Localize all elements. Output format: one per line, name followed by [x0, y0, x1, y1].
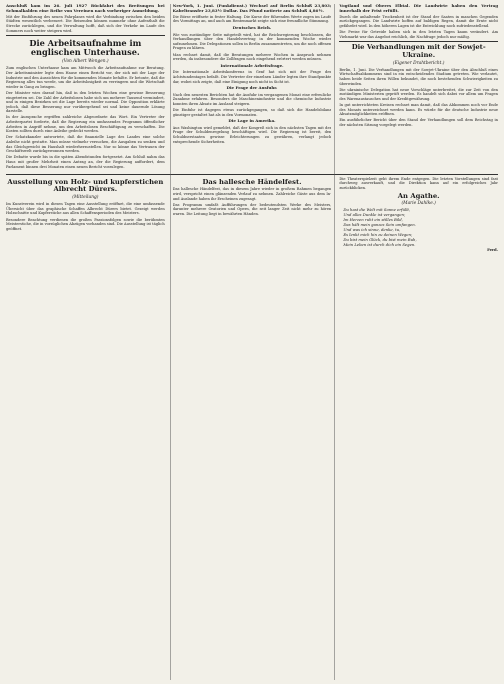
column-2: [173, 4, 332, 171]
poem-line: Und alles Dunkle ist vergangen;: [343, 212, 406, 218]
upper-section: [6, 4, 498, 171]
poem-author: (Marie Dahlke.): [401, 201, 436, 207]
divider: [6, 35, 165, 36]
body-text: Aus Washington wird gemeldet, daß der Kongreß sich in den nächsten Tagen mit der Frage der Schuldenregelung beschäftigen wird. Die Regierung ist bereit, den Schuldnerstaaten gewisse Erleichterungen zu gewähren, verlangt jedoch entsprechende Sicherheiten.: [172, 125, 332, 144]
poem-line: Es lenkt mich hin zu deinen Wegen;: [343, 231, 413, 237]
divider: [339, 41, 498, 42]
top-notice: Anschluß kam im 26. Juli 1927 Rückfahrt des Breitungen bei Schmalkalden eine Reihe von Vereinen nach vorheriger Anmeldung.: [6, 4, 165, 13]
body-text: Der Minister wies darauf hin, daß in den letzten Wochen eine gewisse Besserung eingetreten sei. Die Zahl der Arbeitslosen habe sich um mehrere Tausend vermindert, und in einigen Bezirken sei die Lage bereits wieder normal. Die Opposition erklärte jedoch, daß diese Besserung nur vorübergehend sei und keine dauernde Lösung darstelle.: [6, 90, 165, 114]
body-text: Mit der Einführung des neuen Fahrplanes wird die Verbindung zwischen den beiden Städten wesentlich verbessert. Die Reisenden können nunmehr ohne Aufenthalt die Strecke zurücklegen, und die Verwaltung hofft, daß sich der Verkehr im Laufe des Sommers noch weiter steigern wird.: [6, 14, 165, 33]
column-2-lower: [173, 177, 332, 252]
body-text: Die Börse eröffnete in fester Haltung. Die Kurse der führenden Werte zogen im Laufe des Vormittags an, und auch am Rentenmarkt zeigte sich eine freundliche Stimmung.: [172, 14, 332, 24]
section-heading: Die Frage der Ausfuhr.: [226, 85, 278, 91]
poem-line: Du hast die Welt mit Sonne erfüllt,: [343, 207, 411, 213]
body-text: Im Kunstverein wird in diesen Tagen eine Ausstellung eröffnet, die eine umfassende Übersicht über das graphische Schaffen Albrecht Dürers bietet. Gezeigt werden Holzschnitte und Kupferstiche aus allen Schaffensperioden des Meisters.: [6, 202, 165, 216]
body-text: In der Aussprache ergriffen zahlreiche Abgeordnete das Wort. Ein Vertreter der Arbeiterpartei forderte, daß die Regierung ein umfassendes Programm öffentlicher Arbeiten in Angriff nehme, um den Arbeitslosen Beschäftigung zu verschaffen. Die Kosten sollten durch eine Anleihe gedeckt werden.: [6, 115, 165, 134]
body-text: Berlin, 1. Juni. Die Verhandlungen mit der Sowjet-Ukraine über den Abschluß eines Wirtschaftsabkommens sind in ein entscheidendes Stadium getreten. Wie verlautet, haben beide Seiten ihren Willen bekundet, die noch bestehenden Schwierigkeiten zu überwinden.: [339, 67, 498, 86]
body-text: Die Internationale Arbeitskonferenz in Genf hat sich mit der Frage des Achtstundentages befaßt. Die Vertreter der einzelnen Länder legten ihre Standpunkte dar, wobei sich zeigte, daß eine Einigung noch nicht in Sicht ist.: [172, 70, 332, 84]
poem-line: Das hält mein ganzes Sein umfangen.: [343, 222, 416, 228]
poem-line: Im Herzen ruht ein stilles Bild,: [343, 217, 403, 223]
body-text: Die Einfuhr ist dagegen etwas zurückgegangen, so daß sich die Handelsbilanz günstiger gestaltet hat als in den Vormonaten.: [172, 108, 332, 117]
column-rule: [170, 4, 171, 680]
poem-line: Du bist mein Glück, du bist mein Ruh,: [343, 236, 417, 242]
section-heading: Die Lage in Amerika.: [228, 118, 276, 124]
section-heading: Internationale Arbeitsfrage.: [220, 62, 284, 68]
article-title: Die Arbeitsaufnahme im englischen Unterhause.: [29, 38, 142, 58]
poem-line: Mein Leben ist durch dich ein Segen.: [343, 241, 416, 247]
column-rule: [334, 4, 335, 680]
article-title: Ausstellung von Holz- und kupferstichen Albrecht Dürers.: [7, 177, 164, 194]
article-byline: (Mitteilung): [72, 194, 99, 200]
body-text: Besondere Beachtung verdienen die großen Passionsfolgen sowie die berühmten Meisterstiche, die in vorzüglichen Abzügen vorhanden sind. Die Ausstellung ist täglich geöffnet.: [6, 217, 165, 231]
body-text: Zum englischen Unterhause kam am Mittwoch die Arbeitsaufnahme zur Beratung. Der Arbeitsminister legte dem Hause einen Bericht vor, der sich mit der Lage der Industrie und den Aussichten für die kommenden Monate befaßte. Er betonte, daß die Regierung alles tun werde, um die Arbeitslosigkeit zu verringern und die Wirtschaft wieder in Gang zu bringen.: [6, 66, 165, 89]
section-heading: Deutsches Reich.: [232, 24, 272, 30]
section-divider: [6, 174, 498, 175]
top-notice: Neu-York, 1. Juni. (Funkdienst.) Wechsel auf Berlin Schluß 23,803; Kabeltransfer 23,83½ Dollar. Das Pfund notierte am Schluß 4,86½.: [172, 4, 332, 13]
column-3: [339, 4, 498, 171]
body-text: Die Theaterspielzeit geht ihrem Ende entgegen. Die letzten Vorstellungen sind fast durchweg ausverkauft, und die Direktion kann auf ein erfolgreiches Jahr zurückblicken.: [339, 176, 498, 190]
body-text: Das hallesche Händelfest, das in diesem Jahre wieder in großem Rahmen begangen wird, verspricht einen glänzenden Verlauf zu nehmen. Zahlreiche Gäste aus dem In- und Auslande haben ihr Erscheinen zugesagt.: [172, 187, 332, 201]
body-text: Man rechnet damit, daß die Beratungen mehrere Wochen in Anspruch nehmen werden, da insbesondere die Zollfragen noch eingehend erörtert werden müssen.: [172, 52, 332, 62]
body-text: In gut unterrichteten Kreisen rechnet man damit, daß das Abkommen noch vor Ende des Monats unterzeichnet werden kann. Es würde für die deutsche Industrie neue Absatzmöglichkeiten eröffnen.: [339, 103, 498, 117]
poem-signature: Ferd.: [487, 246, 498, 252]
body-text: Die Debatte wurde bis in die späten Abendstunden fortgesetzt. Am Schluß nahm das Haus mit großer Mehrheit einen Antrag an, der die Regierung auffordert, dem Parlament binnen drei Monaten einen neuen Bericht vorzulegen.: [6, 155, 165, 169]
article-title: Die Verhandlungen mit der Sowjet-Ukraine.: [351, 43, 486, 59]
body-text: Ein ausführlicher Bericht über den Stand der Verhandlungen soll dem Reichstag in der nächsten Sitzung vorgelegt werden.: [339, 118, 498, 128]
column-3-lower: [339, 177, 498, 252]
column-1: [6, 4, 165, 171]
body-text: Wie von zuständiger Seite mitgeteilt wird, hat die Reichsregierung beschlossen, die Verhandlungen über den Handelsvertrag in der kommenden Woche wieder aufzunehmen. Die Delegationen sollen in Berlin zusammentreten, um die noch offenen Fragen zu klären.: [172, 32, 332, 51]
article-title: Das hallesche Händelfest.: [202, 177, 302, 186]
body-text: Der Schatzkanzler antwortete, daß die finanzielle Lage des Landes eine solche Anleihe nicht gestatte. Man müsse vielmehr versuchen, die Ausgaben zu senken und das Gleichgewicht im Haushalt wiederherzustellen. Nur so könne das Vertrauen der Geschäftswelt zurückgewonnen werden.: [6, 135, 165, 154]
body-text: Das Programm umfaßt Aufführungen der bedeutendsten Werke des Meisters, darunter mehrere Oratorien und Opern, die seit langer Zeit nicht mehr zu hören waren. Die Leitung liegt in bewährten Händen.: [172, 202, 332, 216]
body-text: Die Preise für Getreide haben sich in den letzten Tagen kaum verändert. Am Viehmarkt war das Angebot reichlich, die Nachfrage jedoch nur mäßig.: [339, 30, 498, 39]
article-byline: (Von Albert Wengen.): [62, 59, 109, 65]
column-1-lower: [6, 177, 165, 252]
poem-title: An Agathe.: [397, 191, 440, 200]
body-text: Durch die anhaltende Trockenheit ist der Stand der Saaten in manchen Gegenden zurückgegangen. Die Landwirte hoffen auf baldigen Regen, damit die Ernte nicht gefährdet wird. In den höheren Lagen ist die Entwicklung noch zufriedenstellend.: [339, 14, 498, 28]
body-text: Nach den neuesten Berichten hat die Ausfuhr im vergangenen Monat eine erfreuliche Zunahme erfahren. Besonders die Maschinenindustrie und die chemische Industrie konnten ihren Absatz im Ausland steigern.: [172, 92, 332, 106]
body-text: Die ukrainische Delegation hat neue Vorschläge unterbreitet, die zur Zeit von den zuständigen Ministerien geprüft werden. Es handelt sich dabei vor allem um Fragen des Warenaustausches und der Kreditgewährung.: [339, 87, 498, 101]
lower-section: [6, 177, 498, 252]
poem-body: [343, 208, 498, 247]
top-notice: Vogtland und Oberes Elbtal. Die Landwirte haben den Vertrag innerhalb der Frist erfüllt.: [339, 4, 498, 13]
article-byline: (Eigener Drahtbericht.): [392, 60, 445, 66]
poem-line: Und was ich sinne, denke, tu,: [343, 227, 401, 232]
